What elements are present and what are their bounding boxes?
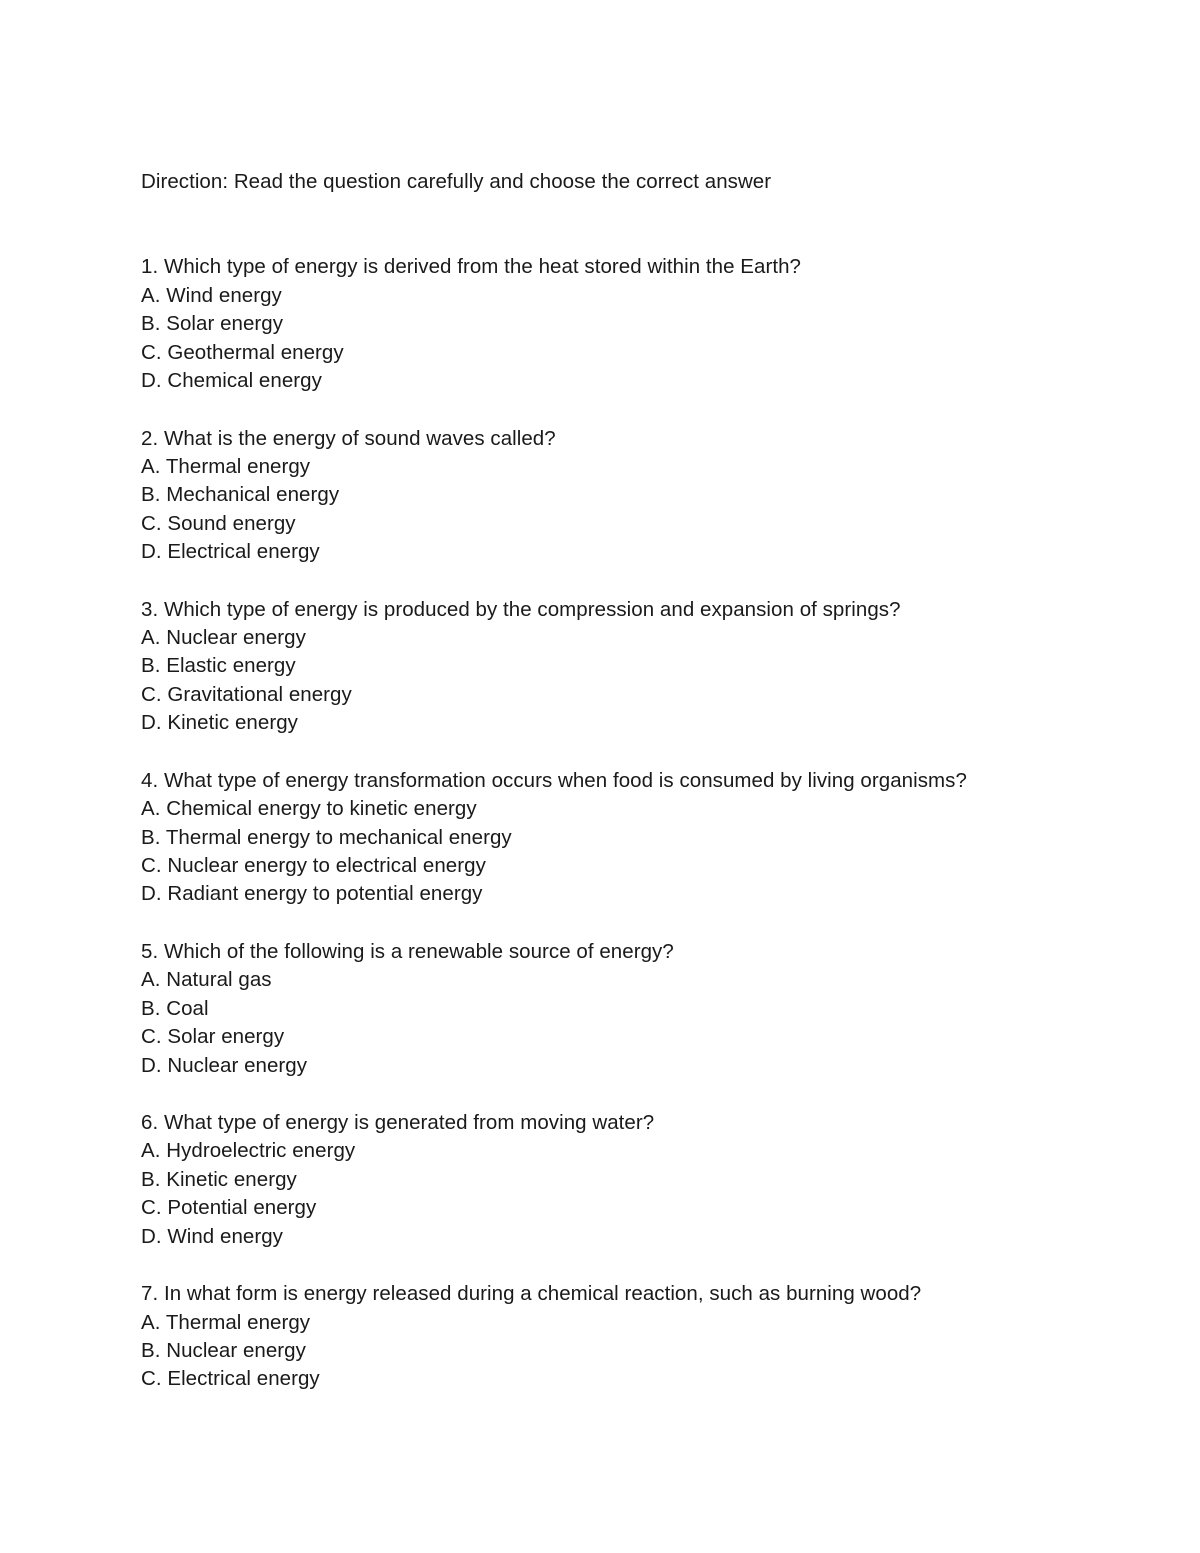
question-text: 4. What type of energy transformation occurs when food is consumed by living organisms?	[141, 768, 967, 792]
question-text: 5. Which of the following is a renewable source of energy?	[141, 939, 674, 963]
option-c: C. Electrical energy	[141, 1367, 320, 1391]
option-b: B. Thermal energy to mechanical energy	[141, 825, 512, 849]
question-6	[141, 1109, 1141, 1251]
document-page	[141, 168, 1141, 1423]
option-b: B. Solar energy	[141, 312, 284, 336]
option-a: A. Natural gas	[141, 968, 272, 992]
option-a: A. Chemical energy to kinetic energy	[141, 797, 477, 821]
question-text: 6. What type of energy is generated from moving water?	[141, 1111, 655, 1135]
question-4	[141, 767, 1141, 909]
option-b: B. Coal	[141, 996, 209, 1020]
question-2	[141, 425, 1141, 567]
option-b: B. Elastic energy	[141, 654, 296, 678]
option-a: A. Wind energy	[141, 283, 282, 307]
option-a: A. Thermal energy	[141, 1310, 311, 1334]
question-text: 1. Which type of energy is derived from the heat stored within the Earth?	[141, 255, 801, 279]
option-c: C. Geothermal energy	[141, 340, 344, 364]
question-3	[141, 596, 1141, 738]
option-d: D. Wind energy	[141, 1224, 283, 1248]
question-7	[141, 1280, 1141, 1394]
option-d: D. Radiant energy to potential energy	[141, 882, 483, 906]
question-text: 2. What is the energy of sound waves called?	[141, 426, 556, 450]
option-c: C. Gravitational energy	[141, 682, 352, 706]
option-c: C. Nuclear energy to electrical energy	[141, 853, 486, 877]
question-text: 7. In what form is energy released during a chemical reaction, such as burning wood?	[141, 1282, 922, 1306]
option-d: D. Chemical energy	[141, 368, 322, 392]
option-c: C. Solar energy	[141, 1025, 285, 1049]
option-d: D. Electrical energy	[141, 540, 320, 564]
option-b: B. Nuclear energy	[141, 1339, 306, 1363]
option-c: C. Potential energy	[141, 1196, 317, 1220]
option-a: A. Nuclear energy	[141, 626, 306, 650]
question-text: 3. Which type of energy is produced by the compression and expansion of springs?	[141, 597, 901, 621]
option-d: D. Kinetic energy	[141, 711, 298, 735]
option-b: B. Mechanical energy	[141, 483, 340, 507]
option-a: A. Hydroelectric energy	[141, 1139, 356, 1163]
option-b: B. Kinetic energy	[141, 1167, 297, 1191]
option-d: D. Nuclear energy	[141, 1053, 308, 1077]
option-a: A. Thermal energy	[141, 454, 311, 478]
question-5	[141, 938, 1141, 1080]
option-c: C. Sound energy	[141, 511, 296, 535]
question-1	[141, 253, 1141, 395]
direction-text: Direction: Read the question carefully and choose the correct answer	[141, 170, 772, 193]
